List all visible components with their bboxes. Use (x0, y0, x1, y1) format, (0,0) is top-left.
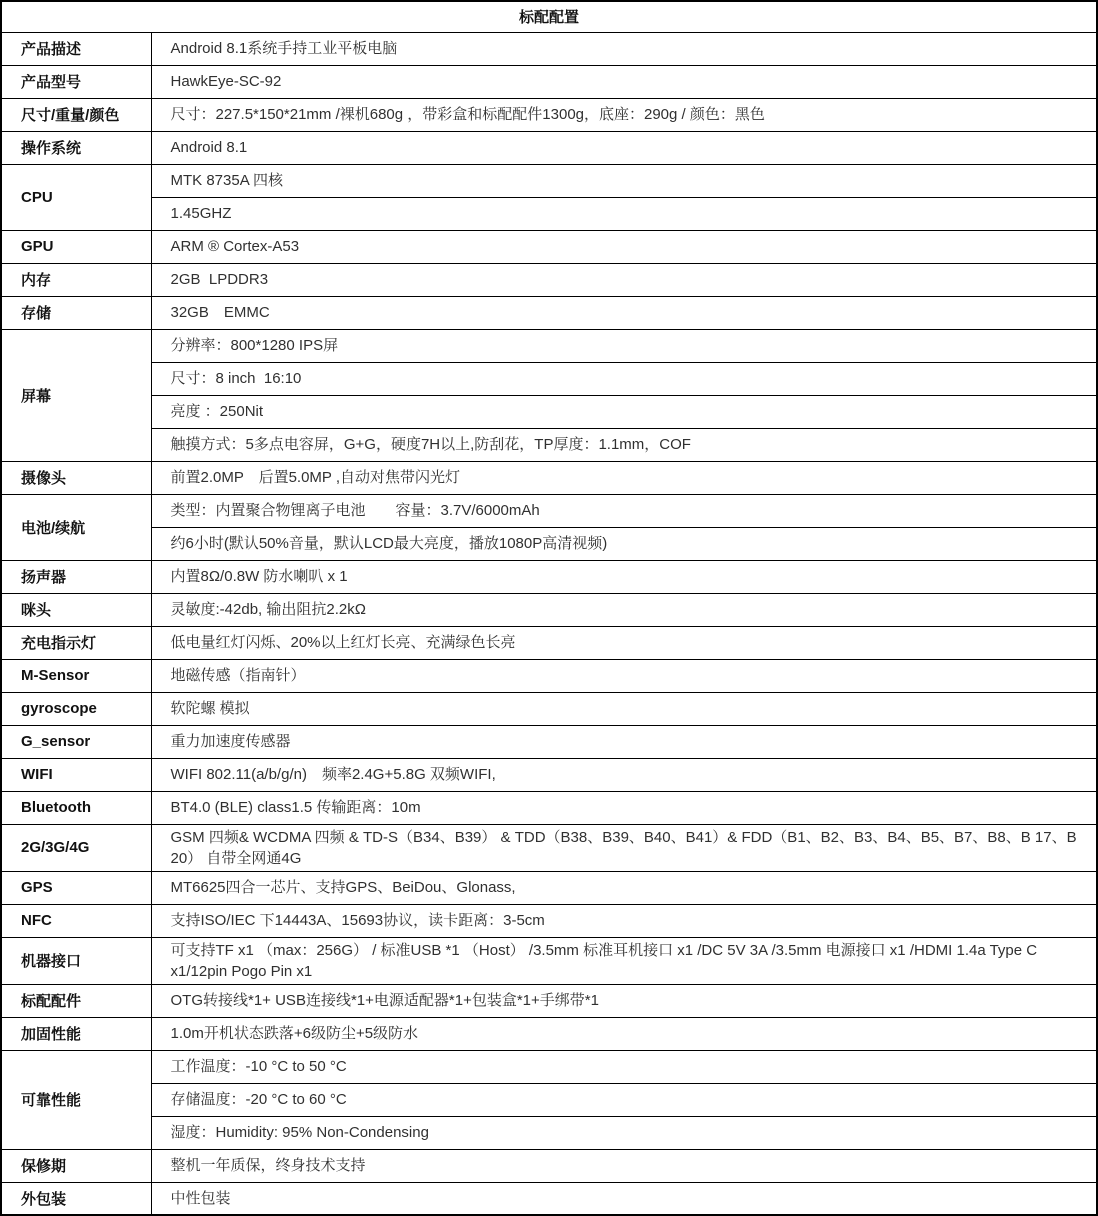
spec-value: Android 8.1 (151, 131, 1097, 164)
spec-row (1, 1050, 1097, 1083)
spec-value: 2GB LPDDR3 (151, 263, 1097, 296)
spec-value: MT6625四合一芯片、支持GPS、BeiDou、Glonass, (151, 871, 1097, 904)
spec-row (1, 362, 1097, 395)
spec-label: 屏幕 (1, 329, 151, 461)
spec-row (1, 593, 1097, 626)
spec-value: 前置2.0MP 后置5.0MP ,自动对焦带闪光灯 (151, 461, 1097, 494)
spec-label: CPU (1, 164, 151, 230)
spec-label: 加固性能 (1, 1017, 151, 1050)
spec-row (1, 758, 1097, 791)
spec-value: 32GB EMMC (151, 296, 1097, 329)
spec-label: 存储 (1, 296, 151, 329)
spec-value: HawkEye-SC-92 (151, 65, 1097, 98)
spec-value: 亮度 ：250Nit (151, 395, 1097, 428)
spec-label: 充电指示灯 (1, 626, 151, 659)
spec-value: 尺寸：227.5*150*21mm /裸机680g ，带彩盒和标配配件1300g，底座：290g / 颜色：黑色 (151, 98, 1097, 131)
spec-label: 尺寸/重量/颜色 (1, 98, 151, 131)
spec-row (1, 1083, 1097, 1116)
spec-row (1, 329, 1097, 362)
spec-value: 低电量红灯闪烁、20%以上红灯长亮、充满绿色长亮 (151, 626, 1097, 659)
spec-row (1, 937, 1097, 984)
spec-row (1, 164, 1097, 197)
spec-label: GPS (1, 871, 151, 904)
spec-row (1, 1149, 1097, 1182)
spec-label: 咪头 (1, 593, 151, 626)
spec-row (1, 824, 1097, 871)
spec-label: 摄像头 (1, 461, 151, 494)
spec-label: 产品型号 (1, 65, 151, 98)
spec-row (1, 263, 1097, 296)
spec-row (1, 527, 1097, 560)
spec-label: 扬声器 (1, 560, 151, 593)
spec-row (1, 131, 1097, 164)
spec-label: WIFI (1, 758, 151, 791)
spec-label: 2G/3G/4G (1, 824, 151, 871)
spec-row (1, 428, 1097, 461)
spec-row (1, 904, 1097, 937)
spec-label: M-Sensor (1, 659, 151, 692)
spec-label: NFC (1, 904, 151, 937)
spec-row (1, 395, 1097, 428)
spec-label: Bluetooth (1, 791, 151, 824)
spec-row (1, 296, 1097, 329)
spec-row (1, 560, 1097, 593)
spec-value: 尺寸：8 inch 16:10 (151, 362, 1097, 395)
spec-value: 重力加速度传感器 (151, 725, 1097, 758)
spec-value: 1.0m开机状态跌落+6级防尘+5级防水 (151, 1017, 1097, 1050)
spec-value: MTK 8735A 四核 (151, 164, 1097, 197)
spec-label: G_sensor (1, 725, 151, 758)
spec-value: 内置8Ω/0.8W 防水喇叭 x 1 (151, 560, 1097, 593)
spec-value: OTG转接线*1+ USB连接线*1+电源适配器*1+包装盒*1+手绑带*1 (151, 984, 1097, 1017)
spec-row (1, 791, 1097, 824)
spec-label: 机器接口 (1, 937, 151, 984)
spec-row (1, 1017, 1097, 1050)
spec-label: 可靠性能 (1, 1050, 151, 1149)
spec-label: 产品描述 (1, 32, 151, 65)
spec-label: 操作系统 (1, 131, 151, 164)
spec-row (1, 626, 1097, 659)
spec-value: 工作温度：-10 °C to 50 °C (151, 1050, 1097, 1083)
spec-value: BT4.0 (BLE) class1.5 传输距离：10m (151, 791, 1097, 824)
spec-row (1, 230, 1097, 263)
spec-value: 分辨率：800*1280 IPS屏 (151, 329, 1097, 362)
spec-value: 类型：内置聚合物锂离子电池 容量：3.7V/6000mAh (151, 494, 1097, 527)
spec-value: Android 8.1系统手持工业平板电脑 (151, 32, 1097, 65)
spec-row (1, 984, 1097, 1017)
spec-label: gyroscope (1, 692, 151, 725)
spec-value: 触摸方式：5多点电容屏，G+G，硬度7H以上,防刮花，TP厚度：1.1mm，COF (151, 428, 1097, 461)
spec-label: 外包装 (1, 1182, 151, 1215)
spec-label: 标配配件 (1, 984, 151, 1017)
spec-row (1, 871, 1097, 904)
spec-value: 约6小时(默认50%音量，默认LCD最大亮度，播放1080P高清视频) (151, 527, 1097, 560)
spec-row (1, 197, 1097, 230)
spec-row (1, 461, 1097, 494)
spec-value: 可支持TF x1 （max：256G） / 标准USB *1 （Host） /3.5mm 标准耳机接口 x1 /DC 5V 3A /3.5mm 电源接口 x1 /HDMI 1.4a Type C x1/12pin Pogo Pin x1 (151, 937, 1097, 984)
spec-value: 灵敏度:-42db, 输出阻抗2.2kΩ (151, 593, 1097, 626)
spec-label: GPU (1, 230, 151, 263)
spec-value: WIFI 802.11(a/b/g/n) 频率2.4G+5.8G 双频WIFI, (151, 758, 1097, 791)
spec-value: GSM 四频& WCDMA 四频 & TD-S（B34、B39） & TDD（B38、B39、B40、B41）& FDD（B1、B2、B3、B4、B5、B7、B8、B 17、B 20） 自带全网通4G (151, 824, 1097, 871)
spec-row (1, 1116, 1097, 1149)
spec-label: 保修期 (1, 1149, 151, 1182)
spec-value: 中性包装 (151, 1182, 1097, 1215)
spec-value: 湿度：Humidity: 95% Non-Condensing (151, 1116, 1097, 1149)
spec-value: 存储温度：-20 °C to 60 °C (151, 1083, 1097, 1116)
spec-value: 支持ISO/IEC 下14443A、15693协议，读卡距离：3-5cm (151, 904, 1097, 937)
spec-row (1, 65, 1097, 98)
spec-row (1, 1182, 1097, 1215)
spec-row (1, 32, 1097, 65)
spec-label: 内存 (1, 263, 151, 296)
spec-row (1, 659, 1097, 692)
spec-value: 软陀螺 模拟 (151, 692, 1097, 725)
spec-row (1, 494, 1097, 527)
spec-row (1, 98, 1097, 131)
spec-row (1, 725, 1097, 758)
spec-value: 整机一年质保，终身技术支持 (151, 1149, 1097, 1182)
title-row (1, 1, 1097, 32)
spec-value: 地磁传感（指南针） (151, 659, 1097, 692)
spec-value: ARM ® Cortex-A53 (151, 230, 1097, 263)
spec-label: 电池/续航 (1, 494, 151, 560)
table-title: 标配配置 (1, 1, 1097, 32)
spec-row (1, 692, 1097, 725)
spec-value: 1.45GHZ (151, 197, 1097, 230)
